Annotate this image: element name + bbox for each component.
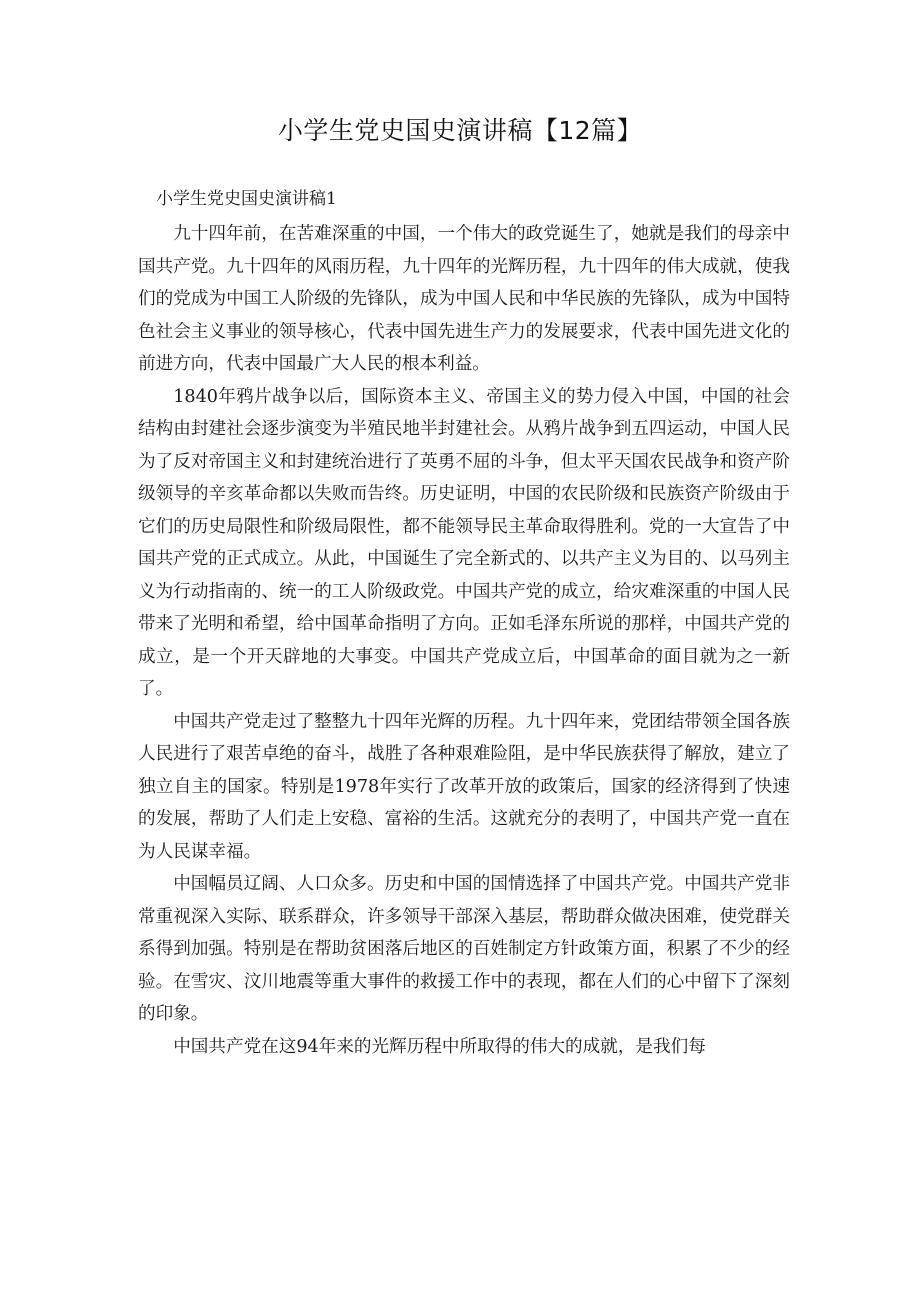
- paragraph: 九十四年前，在苦难深重的中国，一个伟大的政党诞生了，她就是我们的母亲中国共产党。九十四年的风雨历程，九十四年的光辉历程，九十四年的伟大成就，使我们的党成为中国工人阶级的先锋队，成为中国人民和中华民族的先锋队，成为中国特色社会主义事业的领导核心，代表中国先进生产力的发展要求，代表中国先进文化的前进方向，代表中国最广大人民的根本利益。: [138, 224, 790, 374]
- document-title: 小学生党史国史演讲稿【12篇】: [277, 116, 643, 145]
- paragraph: 中国共产党在这94年来的光辉历程中所取得的伟大的成就，是我们每: [173, 1036, 706, 1057]
- paragraph: 中国共产党走过了整整九十四年光辉的历程。九十四年来，党团结带领全国各族人民进行了艰苦卓绝的奋斗，战胜了各种艰难险阻，是中华民族获得了解放，建立了独立自主的国家。特别是1978年实行了改革开放的政策后，国家的经济得到了快速的发展，帮助了人们走上安稳、富裕的生活。这就充分的表明了，中国共产党一直在为人民谋幸福。: [138, 711, 790, 862]
- section-heading: 小学生党史国史演讲稿1: [156, 189, 337, 209]
- paragraph: 1840年鸦片战争以后，国际资本主义、帝国主义的势力侵入中国，中国的社会结构由封建社会逐步演变为半殖民地半封建社会。从鸦片战争到五四运动，中国人民为了反对帝国主义和封建统治进行了英勇不屈的斗争，但太平天国农民战争和资产阶级领导的辛亥革命都以失败而告终。历史证明，中国的农民阶级和民族资产阶级由于它们的历史局限性和阶级局限性，都不能领导民主革命取得胜利。党的一大宣告了中国共产党的正式成立。从此，中国诞生了完全新式的、以共产主义为目的、以马列主义为行动指南的、统一的工人阶级政党。中国共产党的成立，给灾难深重的中国人民带来了光明和希望，给中国革命指明了方向。正如毛泽东所说的那样，中国共产党的成立，是一个开天辟地的大事变。中国共产党成立后，中国革命的面目就为之一新了。: [138, 386, 790, 699]
- body-text: [138, 218, 790, 1063]
- paragraph: 中国幅员辽阔、人口众多。历史和中国的国情选择了中国共产党。中国共产党非常重视深入实际、联系群众，许多领导干部深入基层，帮助群众做决困难，使党群关系得到加强。特别是在帮助贫困落后地区的百姓制定方针政策方面，积累了不少的经验。在雪灾、汶川地震等重大事件的救援工作中的表现，都在人们的心中留下了深刻的印象。: [138, 874, 790, 1024]
